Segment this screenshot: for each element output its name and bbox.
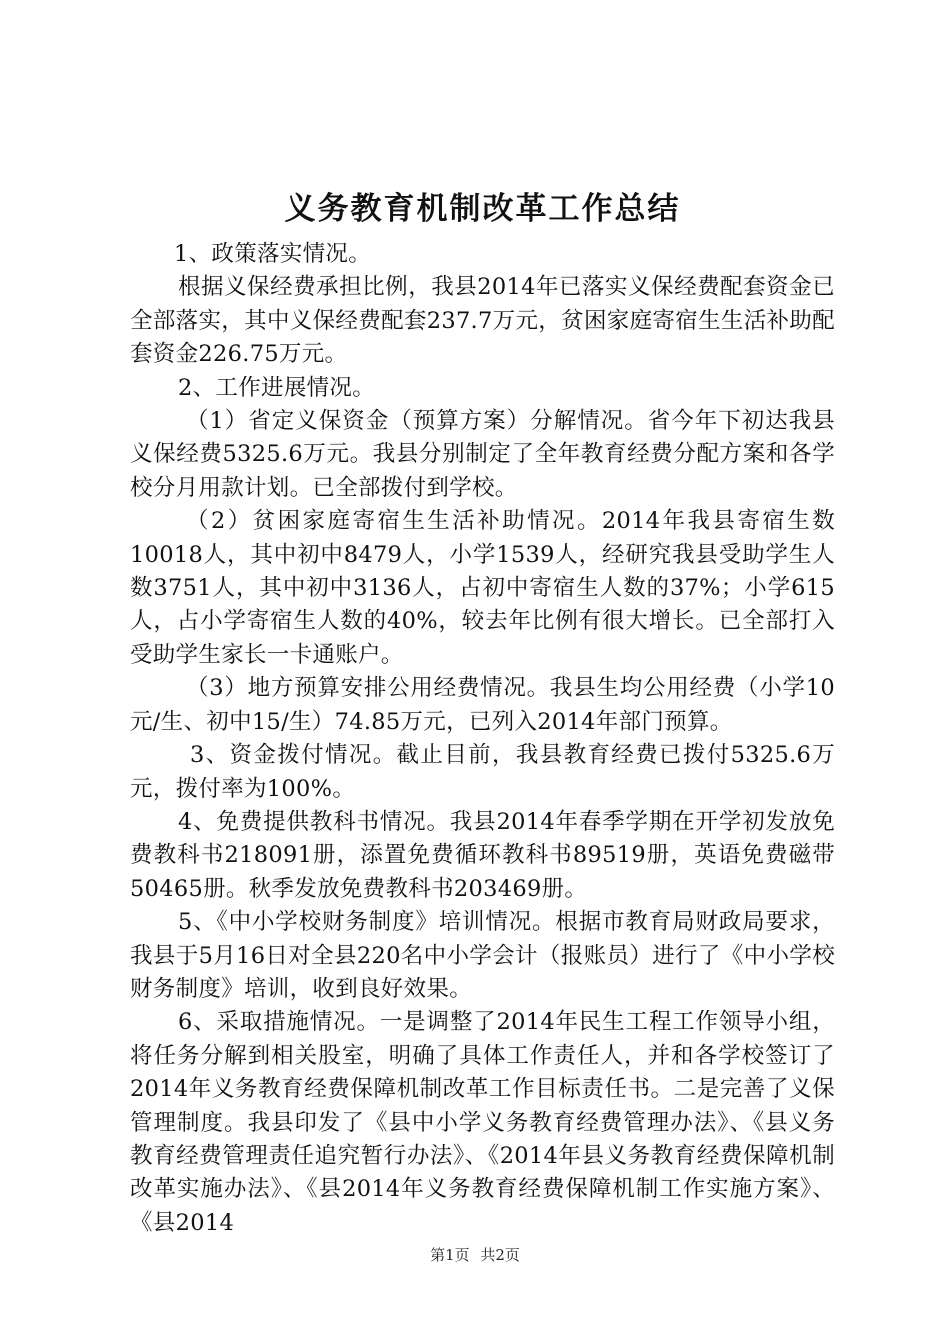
paragraph-boarding-subsidy: （2）贫困家庭寄宿生生活补助情况。2014年我县寄宿生数10018人，其中初中8479人，小学1539人，经研究我县受助学生人数3751人，其中初中3136人，占初中寄宿生人数的37%；小学615人，占小学寄宿生人数的40%，较去年比例有很大增长。已全部打入受助学生家长一卡通账户。 <box>130 508 835 668</box>
paragraph-finance-training: 5、《中小学校财务制度》培训情况。根据市教育局财政局要求，我县于5月16日对全县220名中小学会计（报账员）进行了《中小学校财务制度》培训，收到良好效果。 <box>130 909 835 1002</box>
page-number-current: 第1页 <box>430 1246 470 1264</box>
paragraph-free-textbooks: 4、免费提供教科书情况。我县2014年春季学期在开学初发放免费教科书218091册，添置免费循环教科书89519册，英语免费磁带50465册。秋季发放免费教科书203469册。 <box>130 808 835 902</box>
paragraph-policy-detail: 根据义保经费承担比例，我县2014年已落实义保经费配套资金已全部落实，其中义保经费配套237.7万元，贫困家庭寄宿生生活补助配套资金226.75万元。 <box>130 274 835 368</box>
document-title: 义务教育机制改革工作总结 <box>284 191 681 227</box>
paragraph-measures: 6、采取措施情况。一是调整了2014年民生工程工作领导小组，将任务分解到相关股室，明确了具体工作责任人，并和各学校签订了2014年义务教育经费保障机制改革工作目标责任书。二是完善了义保管理制度。我县印发了《县中小学义务教育经费管理办法》、《县义务教育经费管理责任追究暂行办法》、《2014年县义务教育经费保障机制改革实施办法》、《县2014年义务教育经费保障机制工作实施方案》、《县2014 <box>130 1009 835 1236</box>
paragraph-policy-heading: 1、政策落实情况。 <box>174 241 372 267</box>
paragraph-fund-disbursement: 3、资金拨付情况。截止目前，我县教育经费已拨付5325.6万元，拨付率为100%。 <box>130 742 835 802</box>
document-page <box>130 186 835 1240</box>
paragraph-budget-allocation: （1）省定义保资金（预算方案）分解情况。省今年下初达我县义保经费5325.6万元。我县分别制定了全年教育经费分配方案和各学校分月用款计划。已全部拨付到学校。 <box>130 408 835 501</box>
paragraph-progress-heading: 2、工作进展情况。 <box>178 374 376 401</box>
page-footer <box>0 1244 950 1265</box>
document-body <box>130 238 835 1240</box>
page-number-total: 共2页 <box>480 1246 520 1264</box>
paragraph-public-funds: （3）地方预算安排公用经费情况。我县生均公用经费（小学10元/生、初中15/生）74.85万元，已列入2014年部门预算。 <box>130 675 835 735</box>
